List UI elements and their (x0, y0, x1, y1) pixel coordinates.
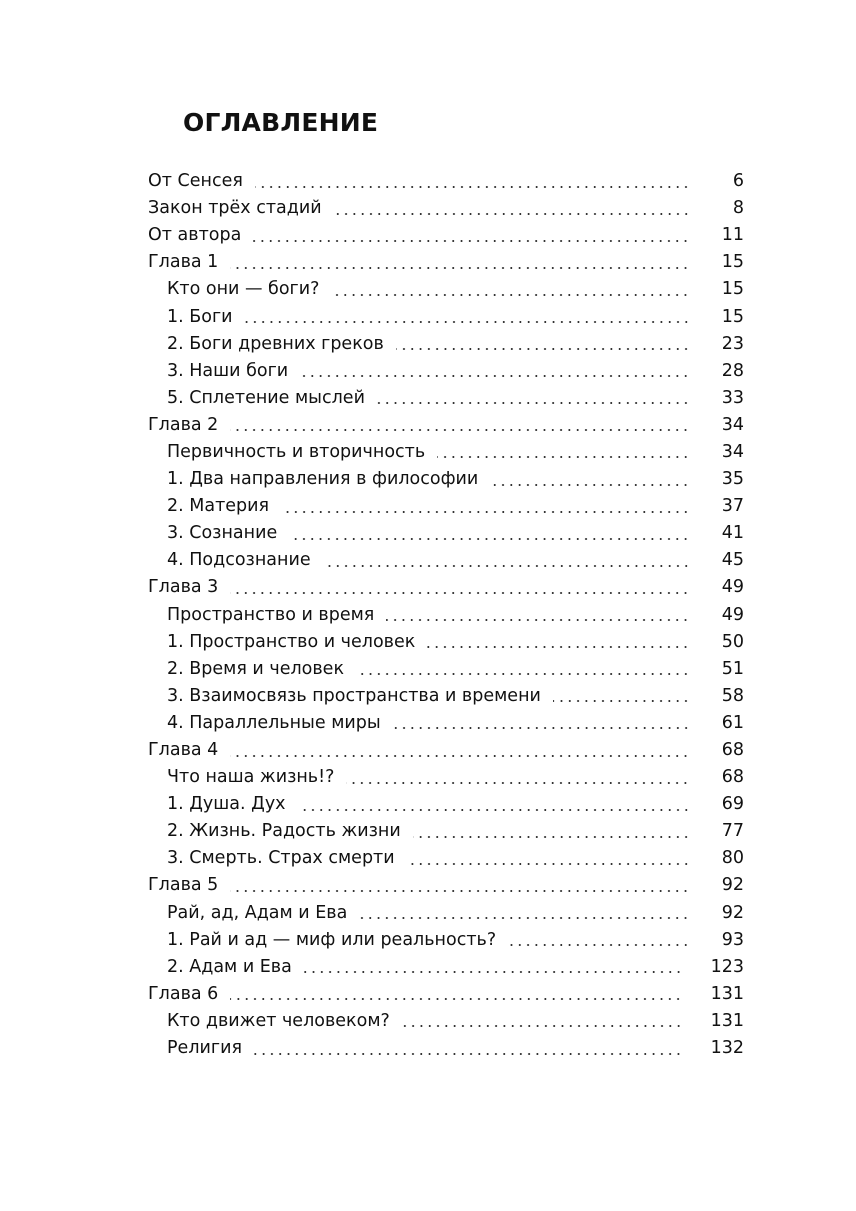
toc-entry-page-number: 35 (721, 469, 744, 490)
toc-entry[interactable] (148, 466, 744, 493)
toc-entry-title: 4. Параллельные миры (167, 712, 381, 733)
toc-entry[interactable] (148, 710, 744, 737)
dot-leader (359, 917, 690, 919)
toc-entry[interactable] (148, 1035, 744, 1062)
toc-entry[interactable] (148, 900, 744, 927)
toc-entry-title: 2. Время и человек (167, 658, 345, 679)
toc-entry[interactable] (148, 249, 744, 276)
toc-entry-title: 1. Два направления в философии (167, 469, 479, 490)
dot-leader (334, 213, 690, 215)
toc-entry-title: 1. Рай и ад — миф или реальность? (167, 929, 497, 950)
toc-entry-page-number: 28 (721, 360, 744, 381)
toc-entry-page-number: 131 (710, 983, 744, 1004)
dot-leader (304, 971, 683, 973)
dot-leader (407, 863, 690, 865)
toc-entry[interactable] (148, 872, 744, 899)
toc-entry[interactable] (148, 981, 744, 1008)
toc-entry[interactable] (148, 791, 744, 818)
dot-leader (427, 646, 690, 648)
toc-entry-title: 2. Боги древних греков (167, 333, 384, 354)
toc-entry-page-number: 15 (721, 252, 744, 273)
toc-entry-title: 4. Подсознание (167, 550, 311, 571)
dot-leader (331, 294, 690, 296)
toc-entry[interactable] (148, 493, 744, 520)
toc-entry[interactable] (148, 818, 744, 845)
page-title: ОГЛАВЛЕНИЕ (183, 108, 379, 137)
toc-entry[interactable] (148, 845, 744, 872)
dot-leader (230, 267, 690, 269)
toc-entry-title: 1. Душа. Дух (167, 794, 286, 815)
dot-leader (254, 1053, 683, 1055)
toc-entry[interactable] (148, 1008, 744, 1035)
toc-entry-title: Кто движет человеком? (167, 1010, 390, 1031)
dot-leader (245, 321, 690, 323)
toc-entry-page-number: 6 (732, 171, 744, 192)
toc-entry-page-number: 51 (721, 658, 744, 679)
toc-entry[interactable] (148, 520, 744, 547)
toc-entry-title: Глава 1 (148, 252, 219, 273)
toc-entry-title: 3. Взаимосвязь пространства и времени (167, 685, 541, 706)
toc-entry[interactable] (148, 737, 744, 764)
toc-entry-page-number: 15 (721, 279, 744, 300)
toc-entry[interactable] (148, 385, 744, 412)
toc-entry-title: Глава 5 (148, 875, 219, 896)
dot-leader (230, 755, 690, 757)
dot-leader (377, 402, 690, 404)
toc-entry[interactable] (148, 683, 744, 710)
toc-entry-page-number: 50 (721, 631, 744, 652)
dot-leader (402, 1025, 683, 1027)
table-of-contents (148, 168, 744, 1062)
toc-entry-title: Кто они — боги? (167, 279, 320, 300)
dot-leader (437, 456, 690, 458)
toc-entry-title: Что наша жизнь!? (167, 767, 335, 788)
toc-entry-title: Рай, ад, Адам и Ева (167, 902, 348, 923)
toc-entry-page-number: 80 (721, 848, 744, 869)
toc-entry-page-number: 69 (721, 794, 744, 815)
toc-entry-page-number: 37 (721, 496, 744, 517)
dot-leader (300, 375, 690, 377)
toc-entry-page-number: 45 (721, 550, 744, 571)
toc-entry[interactable] (148, 602, 744, 629)
toc-entry-page-number: 23 (721, 333, 744, 354)
toc-entry[interactable] (148, 574, 744, 601)
toc-entry-title: Первичность и вторичность (167, 441, 426, 462)
toc-entry-page-number: 49 (721, 604, 744, 625)
dot-leader (393, 727, 690, 729)
dot-leader (255, 186, 690, 188)
toc-entry-page-number: 34 (721, 414, 744, 435)
toc-entry-title: 2. Жизнь. Радость жизни (167, 821, 401, 842)
toc-entry-page-number: 123 (710, 956, 744, 977)
toc-entry[interactable] (148, 168, 744, 195)
toc-entry[interactable] (148, 303, 744, 330)
toc-entry-title: Глава 2 (148, 414, 219, 435)
dot-leader (253, 240, 690, 242)
dot-leader (346, 782, 690, 784)
toc-entry-title: 2. Адам и Ева (167, 956, 292, 977)
dot-leader (553, 700, 690, 702)
dot-leader (230, 592, 690, 594)
toc-entry-title: Глава 6 (148, 983, 219, 1004)
toc-entry-title: Глава 3 (148, 577, 219, 598)
dot-leader (230, 998, 682, 1000)
dot-leader (281, 511, 690, 513)
toc-entry[interactable] (148, 629, 744, 656)
toc-entry-page-number: 58 (721, 685, 744, 706)
toc-entry-page-number: 92 (721, 902, 744, 923)
toc-entry[interactable] (148, 276, 744, 303)
dot-leader (289, 538, 690, 540)
dot-leader (396, 348, 690, 350)
toc-entry-title: 2. Материя (167, 496, 270, 517)
toc-entry-page-number: 8 (732, 198, 744, 219)
toc-entry[interactable] (148, 927, 744, 954)
toc-entry-page-number: 11 (721, 225, 744, 246)
toc-entry[interactable] (148, 954, 744, 981)
toc-entry-page-number: 61 (721, 712, 744, 733)
toc-entry-page-number: 34 (721, 441, 744, 462)
toc-entry-page-number: 49 (721, 577, 744, 598)
toc-entry-title: 1. Боги (167, 306, 233, 327)
toc-entry-page-number: 77 (721, 821, 744, 842)
toc-entry-page-number: 68 (721, 740, 744, 761)
toc-entry[interactable] (148, 439, 744, 466)
toc-entry-page-number: 33 (721, 387, 744, 408)
dot-leader (323, 565, 690, 567)
toc-entry-page-number: 68 (721, 767, 744, 788)
toc-entry-page-number: 131 (710, 1010, 744, 1031)
dot-leader (490, 484, 690, 486)
toc-entry-title: Глава 4 (148, 740, 219, 761)
dot-leader (230, 429, 690, 431)
toc-entry-title: 3. Наши боги (167, 360, 289, 381)
toc-entry[interactable] (148, 412, 744, 439)
dot-leader (356, 673, 690, 675)
toc-entry[interactable] (148, 656, 744, 683)
toc-entry[interactable] (148, 547, 744, 574)
toc-entry-page-number: 93 (721, 929, 744, 950)
toc-entry-page-number: 41 (721, 523, 744, 544)
toc-entry-title: 3. Сознание (167, 523, 278, 544)
toc-entry-title: Религия (167, 1038, 242, 1059)
toc-entry-title: От Сенсея (148, 171, 243, 192)
toc-entry-page-number: 15 (721, 306, 744, 327)
dot-leader (508, 944, 690, 946)
toc-entry-title: От автора (148, 225, 242, 246)
toc-entry-page-number: 132 (710, 1038, 744, 1059)
toc-entry-title: 5. Сплетение мыслей (167, 387, 365, 408)
dot-leader (298, 809, 690, 811)
toc-entry-page-number: 92 (721, 875, 744, 896)
toc-entry[interactable] (148, 358, 744, 385)
toc-entry[interactable] (148, 331, 744, 358)
toc-entry[interactable] (148, 764, 744, 791)
toc-entry-title: 1. Пространство и человек (167, 631, 416, 652)
dot-leader (413, 836, 690, 838)
toc-entry[interactable] (148, 222, 744, 249)
dot-leader (230, 890, 690, 892)
toc-entry[interactable] (148, 195, 744, 222)
toc-entry-title: Закон трёх стадий (148, 198, 322, 219)
dot-leader (386, 619, 690, 621)
toc-entry-title: Пространство и время (167, 604, 375, 625)
toc-entry-title: 3. Смерть. Страх смерти (167, 848, 395, 869)
